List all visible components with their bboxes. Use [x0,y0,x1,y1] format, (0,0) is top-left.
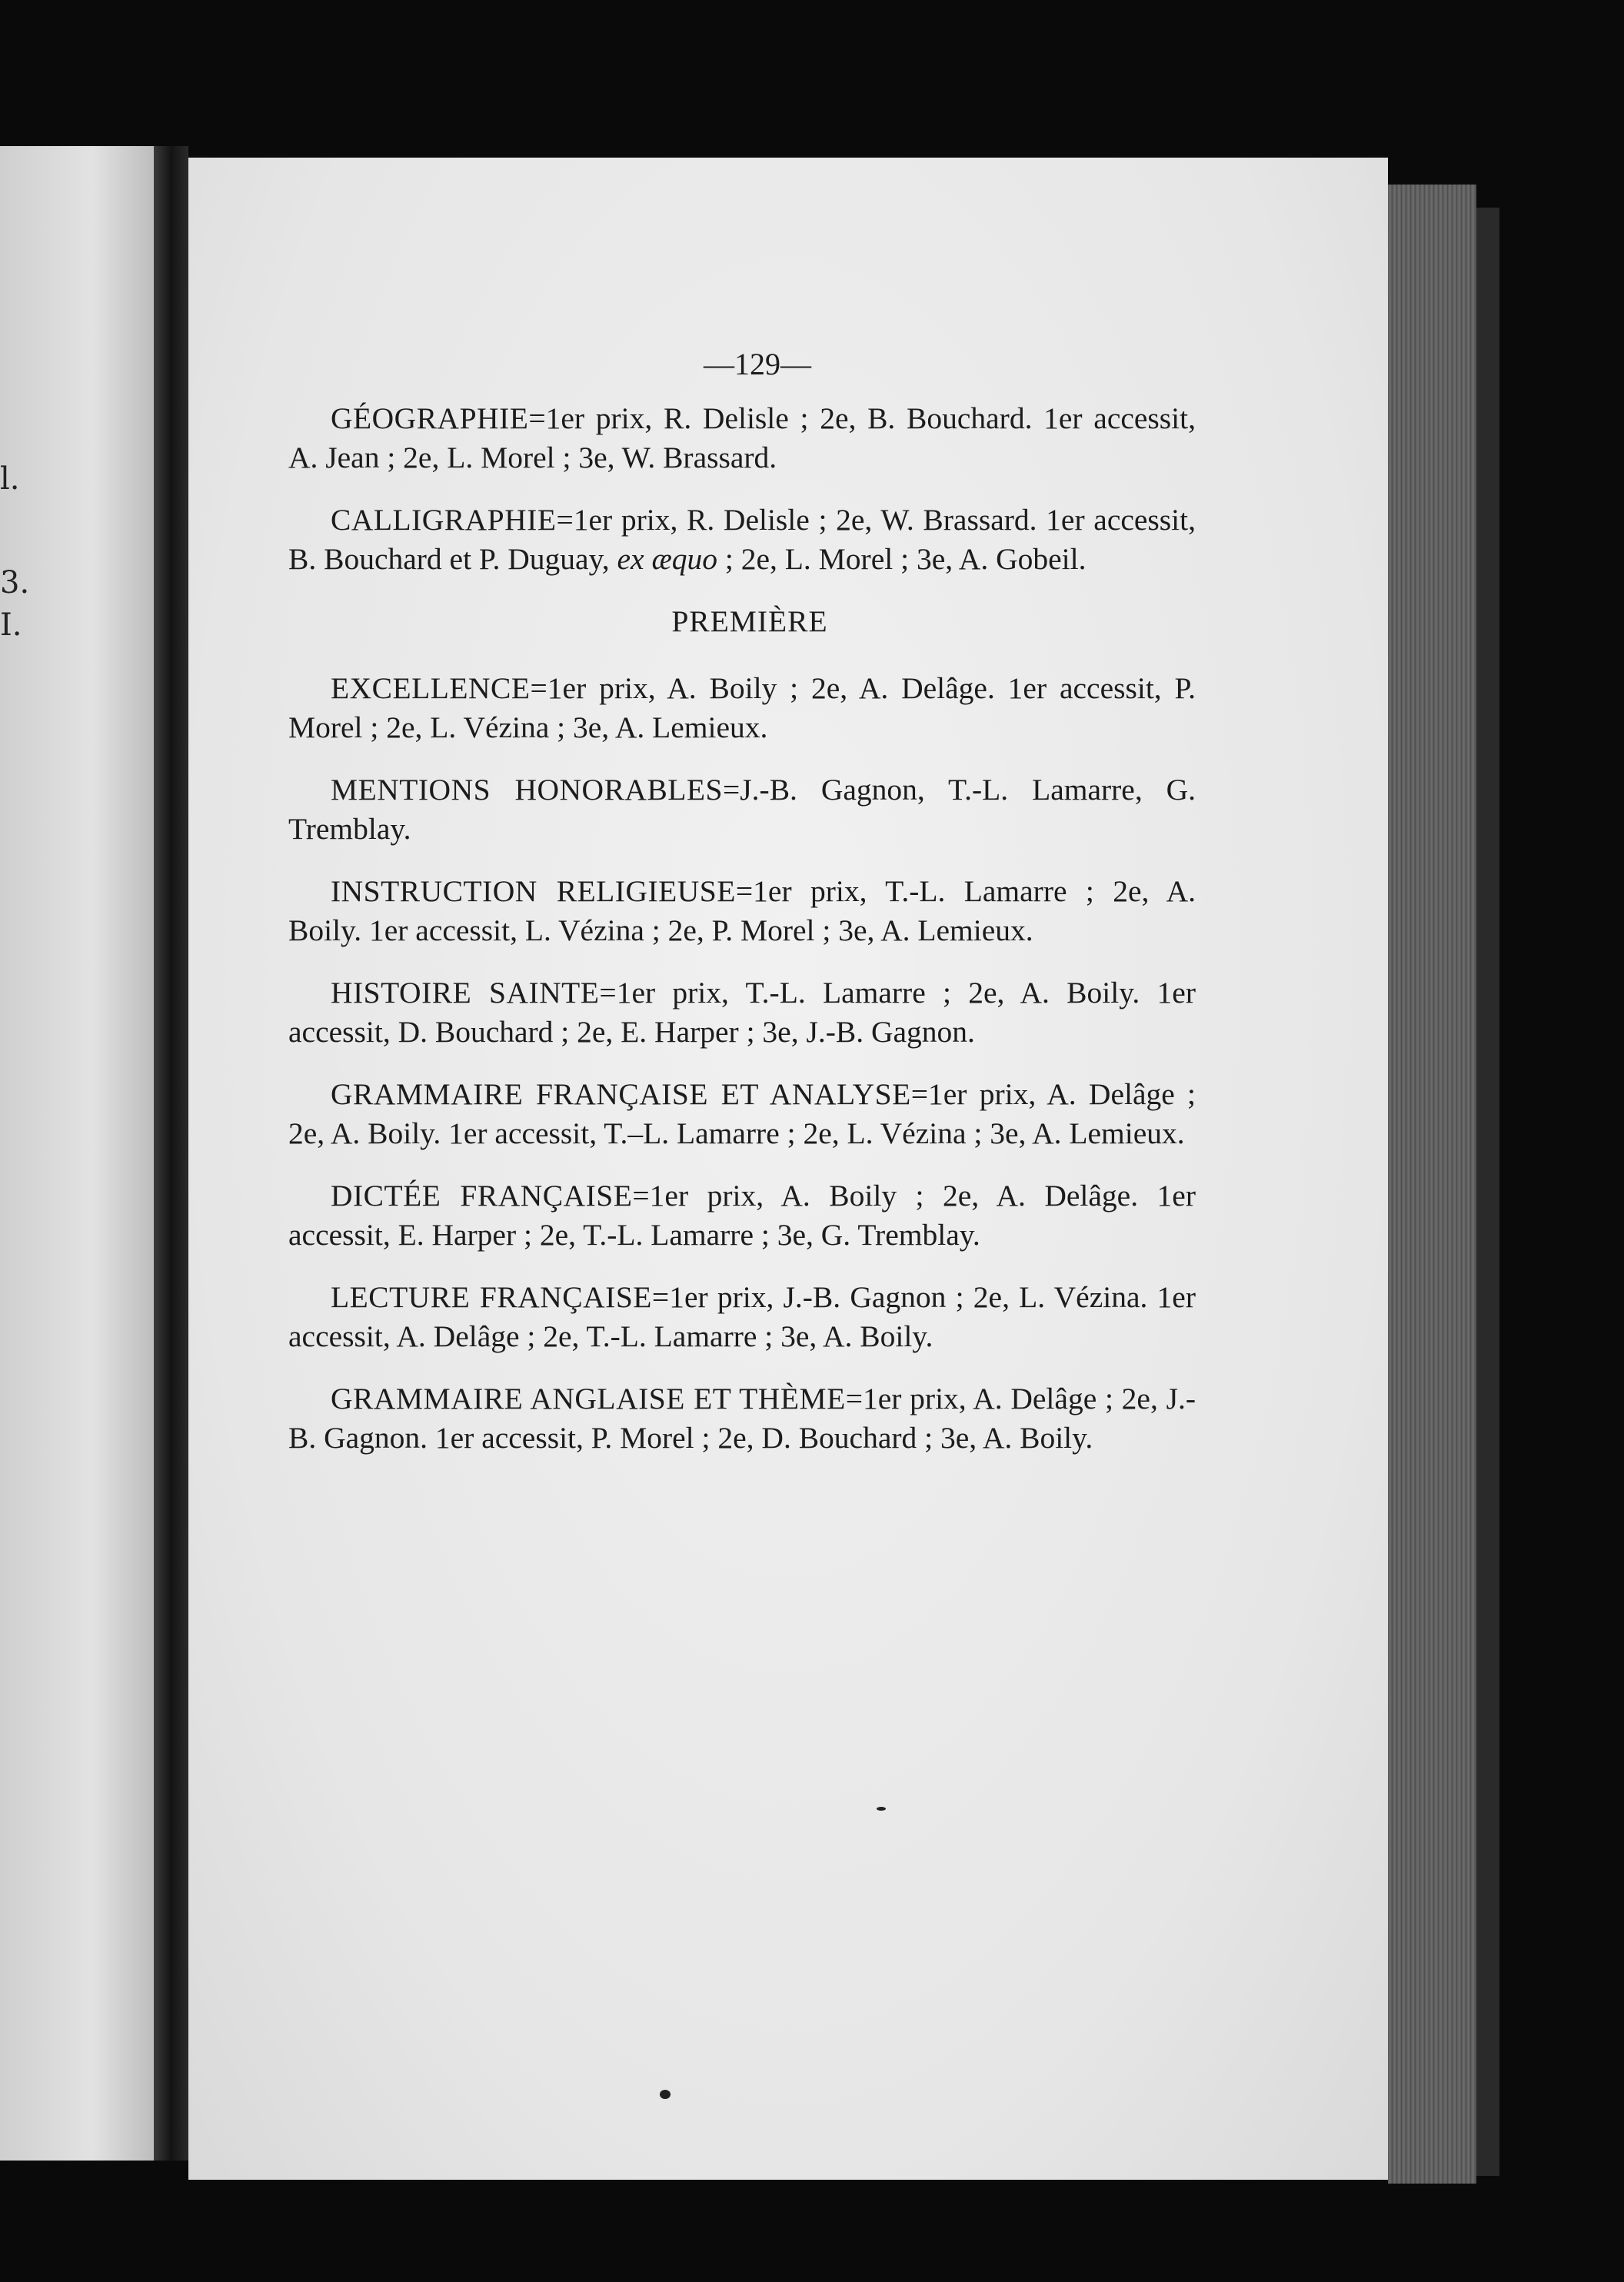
page-number: —129— [704,347,811,381]
prize-list: =1er prix, J.-B. Gagnon ; 2e, L. Vézina. 1er accessit, A. Delâge ; 2e, T.-L. Lamarre ; 3e, A. Boily. [288,1280,1196,1353]
book-gutter [154,146,188,2161]
prize-list: =1er prix, T.-L. Lamarre ; 2e, A. Boily. 1er accessit, L. Vézina ; 2e, P. Morel ; 3e, A. Lemieux. [288,874,1196,947]
scan-speck [877,1807,886,1811]
prize-list: ; 2e, L. Morel ; 3e, A. Gobeil. [717,542,1087,576]
prize-list: =1er prix, A. Delâge ; 2e, A. Boily. 1er accessit, T.–L. Lamarre ; 2e, L. Vézina ; 3e, A. Lemieux. [288,1077,1196,1150]
page-edges-shadow [1476,208,1499,2176]
prize-list: =1er prix, T.-L. Lamarre ; 2e, A. Boily. 1er accessit, D. Bouchard ; 2e, E. Harper ; 3e, J.-B. Gagnon. [288,976,1196,1049]
subject-name: LECTURE FRANÇAISE [331,1280,652,1314]
facing-page-fragment: l. [0,461,20,497]
subject-name: INSTRUCTION RELIGIEUSE [331,874,736,908]
section-heading: PREMIÈRE [671,604,828,638]
subject-name: GRAMMAIRE ANGLAISE ET THÈME [331,1382,846,1415]
prize-entry [288,669,1196,747]
page-edges [1388,185,1476,2184]
prize-list: =1er prix, A. Boily ; 2e, A. Delâge. 1er accessit, E. Harper ; 2e, T.-L. Lamarre ; 3e, G. Tremblay. [288,1179,1196,1252]
prize-entry [288,399,1196,477]
page-text [288,344,1196,1481]
subject-name: GÉOGRAPHIE [331,401,529,435]
facing-page-fragment: 3. [0,565,30,600]
prize-list: =1er prix, R. Delisle ; 2e, B. Bouchard. 1er accessit, A. Jean ; 2e, L. Morel ; 3e, W. Brassard. [288,401,1196,474]
prize-entry [288,1075,1196,1153]
subject-name: MENTIONS HONORABLES [331,773,724,807]
facing-page-edge [0,146,154,2161]
prize-list: =1er prix, A. Delâge ; 2e, J.-B. Gagnon. 1er accessit, P. Morel ; 2e, D. Bouchard ; 3e, A. Boily. [288,1382,1196,1455]
prize-entry [288,1379,1196,1458]
prize-list: =J.-B. Gagnon, T.-L. Lamarre, G. Tremblay. [288,773,1196,846]
prize-entry [288,1278,1196,1356]
prize-entry [288,1176,1196,1255]
subject-name: DICTÉE FRANÇAISE [331,1179,633,1213]
prize-entry [288,872,1196,950]
subject-name: HISTOIRE SAINTE [331,976,600,1010]
subject-name: CALLIGRAPHIE [331,503,557,537]
facing-page-fragment: I. [0,607,22,643]
prize-entry [288,501,1196,579]
scan-speck [660,2090,671,2099]
subject-name: EXCELLENCE [331,671,531,705]
prize-list: =1er prix, R. Delisle ; 2e, W. Brassard. 1er accessit, B. Bouchard et P. Duguay, [288,503,1196,576]
subject-name: GRAMMAIRE FRANÇAISE ET ANALYSE [331,1077,911,1111]
prize-entry [288,770,1196,849]
prize-entry [288,973,1196,1052]
prize-list: =1er prix, A. Boily ; 2e, A. Delâge. 1er accessit, P. Morel ; 2e, L. Vézina ; 3e, A. Lemieux. [288,671,1196,744]
ex-aequo-note: ex æquo [617,542,718,576]
